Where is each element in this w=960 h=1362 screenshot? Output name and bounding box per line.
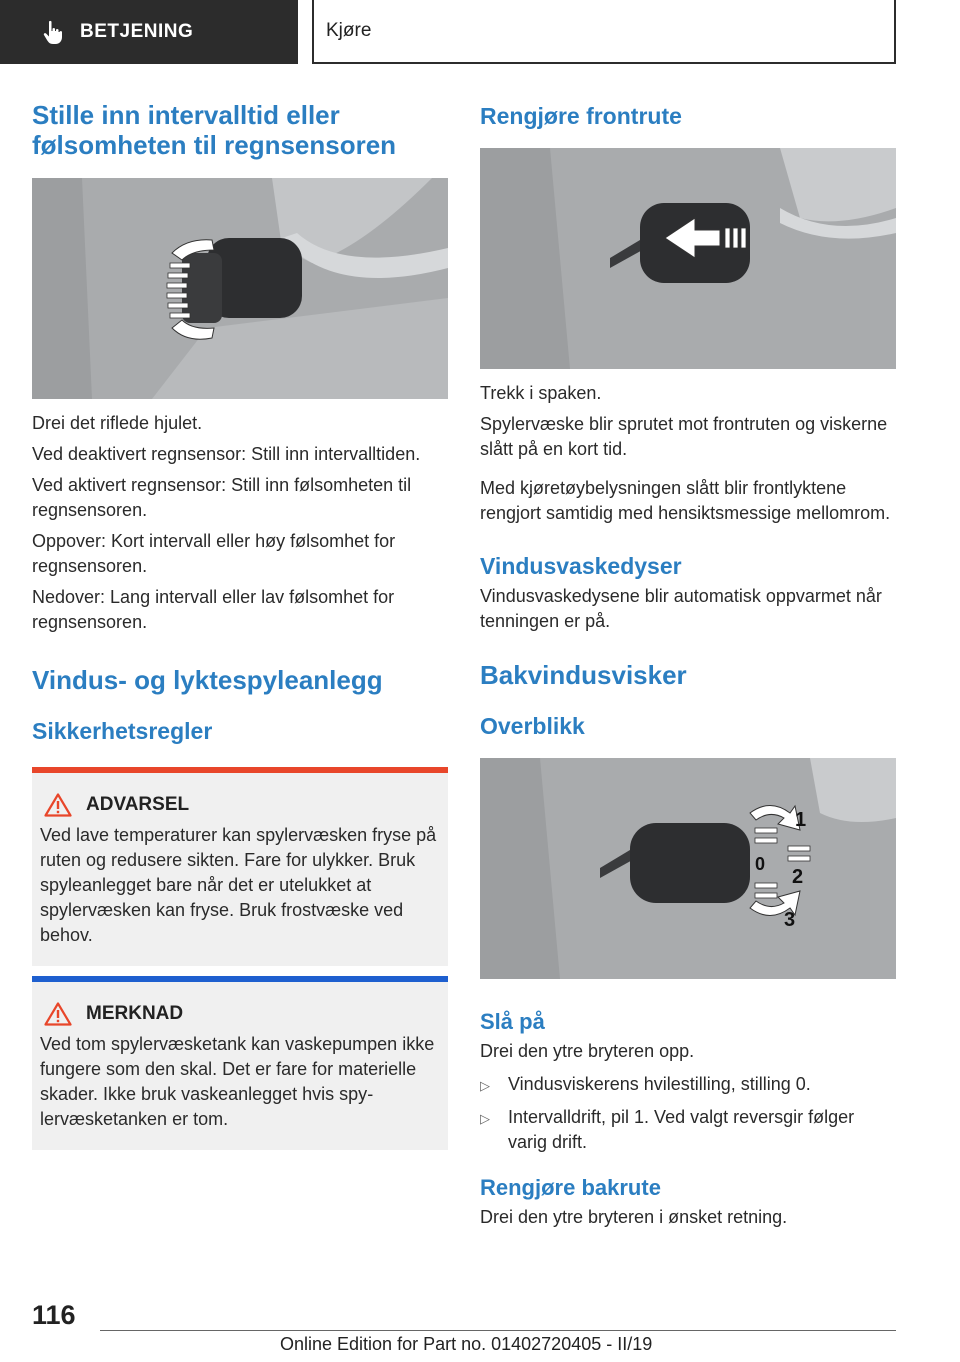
subheading-rengjore-bakrute: Rengjøre bakrute [480,1175,661,1200]
para-oppover: Oppover: Kort intervall eller høy følsomhet for regnsensoren. [32,531,396,576]
para-drei-ytre: Drei den ytre bryteren opp. [480,1041,695,1061]
para-nedover: Nedover: Lang intervall eller lav følsomhet for regnsensoren. [32,587,395,632]
para-trekk: Trekk i spaken. [480,383,602,403]
wiper-wheel-illustration [32,178,448,399]
list-item: ▷ Vindusviskerens hvilestilling, stilling 0. [480,1072,896,1098]
footer-divider [100,1330,896,1331]
para-kjoretoy: Med kjøretøybelysningen slått blir frontlyktene rengjort samtidig med hensiktsmessige mellomrom. [480,478,891,523]
notice-title: MERKNAD [86,1003,184,1024]
notice-triangle-icon [44,1002,72,1026]
page-number: 116 [32,1300,76,1330]
figure-label-1: 1 [795,809,807,831]
footer-edition: Online Edition for Part no. 01402720405 - II/19 [280,1334,653,1354]
para-dyser: Vindusvaskedysene blir automatisk oppvarmet når tenningen er på. [480,586,882,631]
para-aktivert: Ved aktivert regnsensor: Still inn følsomheten til regnsensoren. [32,475,412,520]
right-column [480,100,896,1230]
triangle-bullet-icon: ▷ [480,1111,490,1126]
warning-triangle-icon [44,793,72,817]
triangle-bullet-icon: ▷ [480,1078,490,1093]
chapter-title: Kjøre [326,20,372,41]
subheading-sla-pa: Slå på [480,1009,545,1034]
warning-text: Ved lave temperaturer kan spylervæsken fryse på ruten og redusere sikten. Fare for ulykker. Bruk spyleanlegget bare når det er utelukket at spylervæsken kan fryse. Bruk frostvæske ved behov. [40,825,437,945]
figure-wiper-wheel [32,178,448,399]
notice-box [32,976,448,1150]
wiper-pull-illustration [480,148,896,369]
bullet-list [480,1072,896,1155]
para-deaktivert: Ved deaktivert regnsensor: Still inn intervalltiden. [32,444,421,464]
para-drei-retning: Drei den ytre bryteren i ønsket retning. [480,1207,788,1227]
chapter-header [312,0,896,64]
warning-title: ADVARSEL [86,794,190,815]
section-title: BETJENING [80,21,194,42]
figure-wiper-pull [480,148,896,369]
figure-label-0: 0 [755,854,766,874]
para-drei: Drei det riflede hjulet. [32,413,203,433]
section-heading-vindus: Vindus- og lyktespyleanlegg [32,665,383,695]
left-column [32,100,448,1150]
rear-wiper-illustration [480,758,896,979]
subheading-overblikk: Overblikk [480,713,585,739]
section-tab [0,0,298,64]
para-spylervaeske: Spylervæske blir sprutet mot frontruten og viskerne slått på en kort tid. [480,414,888,459]
subheading-vindusvaskedyser: Vindusvaskedyser [480,553,682,579]
list-item: ▷ Intervalldrift, pil 1. Ved valgt reversgir følger varig drift. [480,1105,896,1155]
figure-label-2: 2 [792,866,804,888]
subheading-sikkerhet: Sikkerhetsregler [32,718,213,744]
section-heading-bakvindusvisker: Bakvindusvisker [480,660,687,690]
section-heading-interval: Stille inn intervalltid eller følsomheten til regnsensoren [32,100,397,160]
hand-icon [40,19,66,45]
figure-rear-wiper [480,758,896,979]
notice-text: Ved tom spylervæsketank kan vaskepumpen ikke fungere som den skal. Det er fare for materielle skader. Ikke bruk vaskeanlegget hvis spylervæsketanken er tom. [40,1034,435,1129]
figure-label-3: 3 [784,909,796,931]
subheading-rengjore-frontrute: Rengjøre frontrute [480,103,682,129]
warning-box [32,767,448,966]
